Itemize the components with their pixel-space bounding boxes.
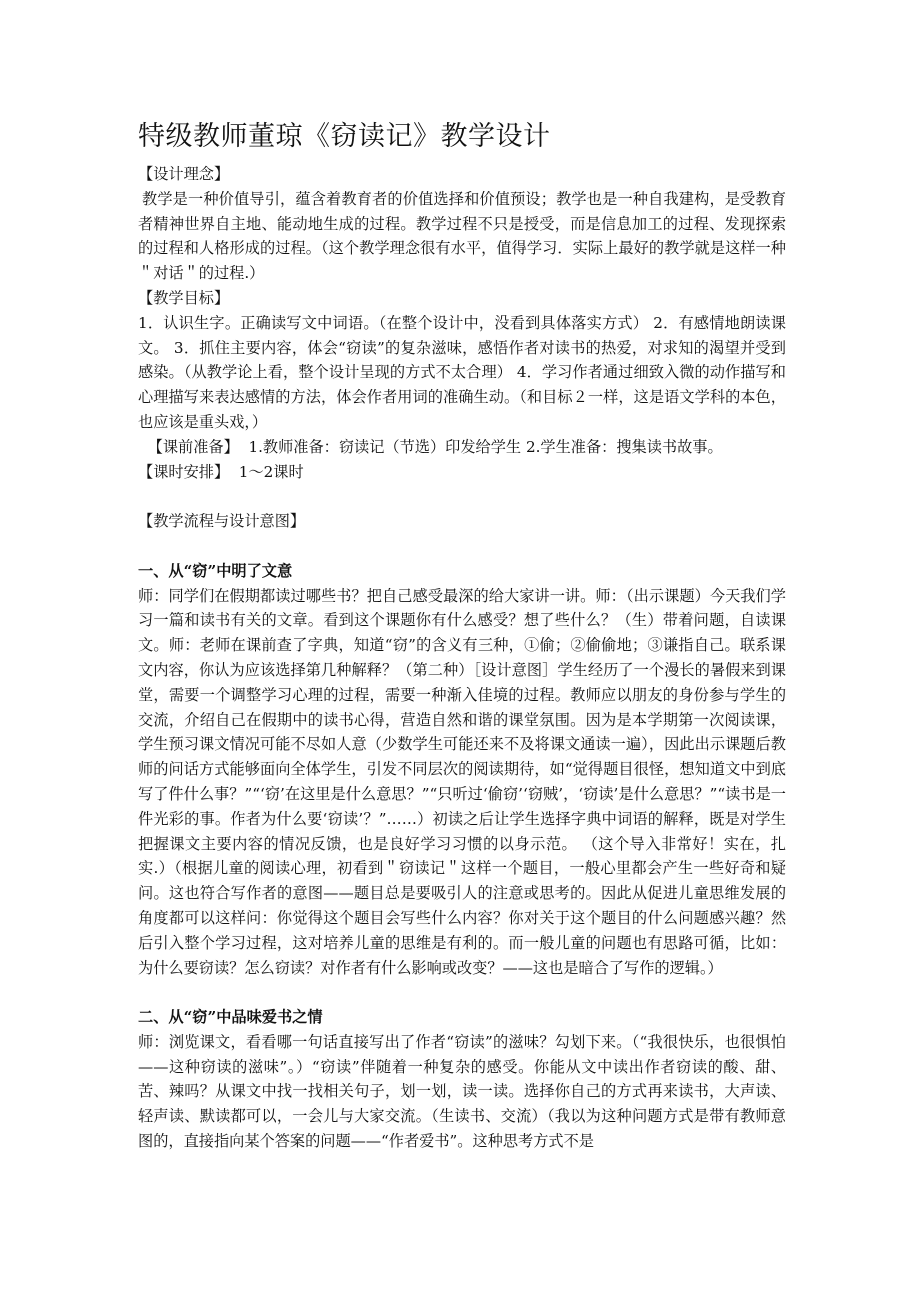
prep-text: 1.教师准备：窃读记（节选）印发给学生 2.学生准备：搜集读书故事。	[248, 437, 723, 456]
section-header-flow: 【教学流程与设计意图】	[138, 512, 306, 531]
schedule-text: 1～2课时	[238, 462, 304, 481]
section-header-concept: 【设计理念】	[138, 165, 230, 183]
paragraph-concept: 教学是一种价值导引，蕴含着教育者的价值选择和价值预设；教学也是一种自我建构，是受教育者精神世界自主地、能动地生成的过程。教学过程不只是授受，而是信息加工的过程、发现探索的过程和人格形成的过程。（这个教学理念很有水平，值得学习．实际上最好的教学就是这样一种＂对话＂的过程.）	[138, 189, 786, 283]
spacer	[138, 534, 786, 559]
spacer	[138, 484, 786, 509]
paragraph-part1: 师：同学们在假期都读过哪些书？把自己感受最深的给大家讲一讲。师：（出示课题）今天我们学习一篇和读书有关的文章。看到这个课题你有什么感受？想了些什么？（生）带着问题，自读课文。师：老师在课前查了字典，知道“窃”的含义有三种，①偷；②偷偷地；③谦指自己。联系课文内容，你认为应该选择第几种解释？（第二种）［设计意图］学生经历了一个漫长的暑假来到课堂，需要一个调整学习心理的过程，需要一种渐入佳境的过程。教师应以朋友的身份参与学生的交流，介绍自己在假期中的读书心得，营造自然和谐的课堂氛围。因为是本学期第一次阅读课，学生预习课文情况可能不尽如人意（少数学生可能还来不及将课文通读一遍），因此出示课题后教师的问话方式能够面向全体学生，引发不同层次的阅读期待，如“觉得题目很怪，想知道文中到底写了件什么事？”“‘窃’在这里是什么意思？”“只听过‘偷窃’‘窃贼’，‘窃读’是什么意思？”“读书是一件光彩的事。作者为什么要‘窃读’？”……）初读之后让学生选择字典中词语的解释，既是对学生把握课文主要内容的情况反馈，也是良好学习习惯的以身示范。 （这个导入非常好！实在，扎实.）（根据儿童的阅读心理，初看到＂窃读记＂这样一个题目，一般心里都会产生一些好奇和疑问。这也符合写作者的意图——题目总是要吸引人的注意或思考的。因此从促进儿童思维发展的角度都可以这样问：你觉得这个题目会写些什么内容？你对关于这个题目的什么问题感兴趣？然后引入整个学习过程，这对培养儿童的思维是有利的。而一般儿童的问题也有思路可循，比如：为什么要窃读？怎么窃读？对作者有什么影响或改变？——这也是暗合了写作的逻辑。）	[138, 586, 786, 977]
document-title: 特级教师董琼《窃读记》教学设计	[138, 121, 551, 152]
schedule-line	[138, 460, 786, 485]
spacer	[138, 980, 786, 1005]
paragraph-part2: 师：浏览课文，看看哪一句话直接写出了作者“窃读”的滋味？勾划下来。（“我很快乐，也很惧怕——这种窃读的滋味”。）“窃读”伴随着一种复杂的感受。你能从文中读出作者窃读的酸、甜、苦、辣吗？从课文中找一找相关句子，划一划，读一读。选择你自己的方式再来读书，大声读、轻声读、默读都可以，一会儿与大家交流。（生读书、交流）（我以为这种问题方式是带有教师意图的，直接指向某个答案的问题——“作者爱书”。这种思考方式不是	[138, 1032, 786, 1151]
paragraph-goals: 1．认识生字。正确读写文中词语。（在整个设计中，没看到具体落实方式） 2．有感情地朗读课文。 3．抓住主要内容，体会“窃读”的复杂滋味，感悟作者对读书的热爱，对求知的渴望并受到感染。（从教学论上看，整个设计呈现的方式不太合理） 4．学习作者通过细致入微的动作描写和心理描写来表达感情的方法，体会作者用词的准确生动。（和目标２一样，这是语文学科的本色，也应该是重头戏，）	[138, 313, 786, 431]
part1-heading: 一、从“窃”中明了文意	[138, 561, 293, 580]
section-header-goals: 【教学目标】	[138, 288, 230, 307]
section-header-prep: 【课前准备】	[147, 437, 239, 456]
part2-heading: 二、从“窃”中品味爱书之情	[138, 1008, 323, 1027]
document-body	[138, 162, 786, 1154]
section-header-schedule: 【课时安排】	[138, 462, 230, 481]
prep-line	[138, 435, 786, 460]
